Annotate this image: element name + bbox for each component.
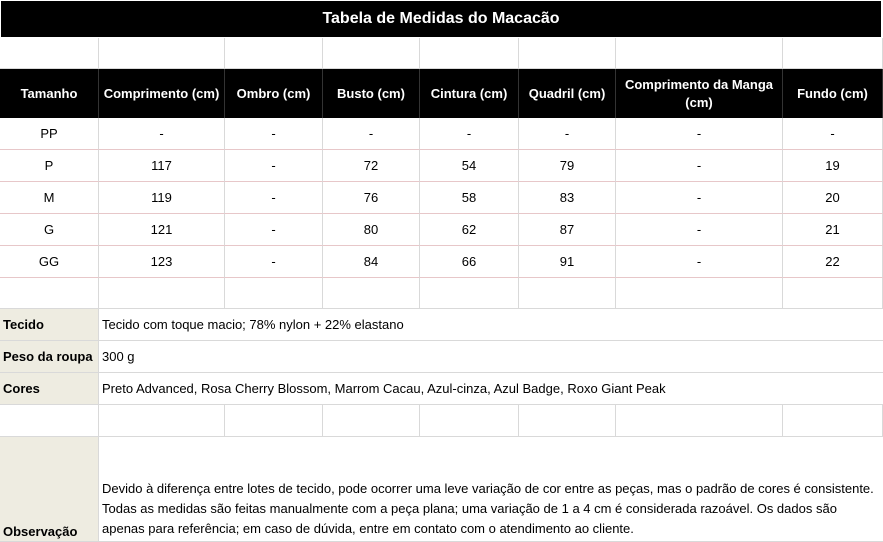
header-fundo: Fundo (cm) <box>783 69 883 118</box>
cell-value: - <box>99 118 225 150</box>
info-row-cores <box>0 373 883 405</box>
peso-label: Peso da roupa <box>0 341 99 373</box>
cell-value: - <box>519 118 616 150</box>
cell-value: 121 <box>99 214 225 246</box>
cell-value: 117 <box>99 150 225 182</box>
cell-value: 54 <box>420 150 519 182</box>
cell-value: - <box>616 182 783 214</box>
cell-value: - <box>225 182 323 214</box>
cell-value: 66 <box>420 246 519 278</box>
cores-value: Preto Advanced, Rosa Cherry Blossom, Marrom Cacau, Azul-cinza, Azul Badge, Roxo Giant Peak <box>99 373 883 405</box>
table-row <box>0 150 883 182</box>
blank-row <box>0 405 883 437</box>
cell-value: 80 <box>323 214 420 246</box>
cell-value: - <box>616 214 783 246</box>
info-row-peso <box>0 341 883 373</box>
table-title: Tabela de Medidas do Macacão <box>1 1 881 37</box>
cell-value: - <box>783 118 883 150</box>
cell-value: 83 <box>519 182 616 214</box>
cell-value: - <box>225 118 323 150</box>
cell-value: 19 <box>783 150 883 182</box>
header-cintura: Cintura (cm) <box>420 69 519 118</box>
cell-value: 62 <box>420 214 519 246</box>
cell-value: 91 <box>519 246 616 278</box>
table-row <box>0 246 883 278</box>
table-row <box>0 214 883 246</box>
peso-value: 300 g <box>99 341 883 373</box>
tecido-value: Tecido com toque macio; 78% nylon + 22% elastano <box>99 309 883 341</box>
info-row-observacao <box>0 437 883 542</box>
cell-value: 21 <box>783 214 883 246</box>
cell-value: - <box>616 246 783 278</box>
cell-value: 123 <box>99 246 225 278</box>
header-quadril: Quadril (cm) <box>519 69 616 118</box>
cell-value: 84 <box>323 246 420 278</box>
cell-size: GG <box>0 246 99 278</box>
cores-label: Cores <box>0 373 99 405</box>
cell-value: 58 <box>420 182 519 214</box>
header-comprimento: Comprimento (cm) <box>99 69 225 118</box>
cell-value: 87 <box>519 214 616 246</box>
cell-value: 20 <box>783 182 883 214</box>
blank-row <box>0 38 883 69</box>
header-busto: Busto (cm) <box>323 69 420 118</box>
cell-value: 119 <box>99 182 225 214</box>
cell-size: M <box>0 182 99 214</box>
observacao-label: Observação <box>0 437 99 542</box>
cell-value: 22 <box>783 246 883 278</box>
info-row-tecido <box>0 309 883 341</box>
table-row <box>0 182 883 214</box>
cell-value: - <box>616 150 783 182</box>
cell-value: - <box>420 118 519 150</box>
header-row <box>0 69 883 118</box>
tecido-label: Tecido <box>0 309 99 341</box>
cell-value: 72 <box>323 150 420 182</box>
observacao-value: Devido à diferença entre lotes de tecido, pode ocorrer uma leve variação de cor entre as peças, mas o padrão de cores é consistente. Todas as medidas são feitas manualmente com a peça plana; uma variação de 1 a 4 cm é considerada razoável. Os dados são apenas para referência; em caso de dúvida, entre em contato com o atendimento ao cliente. <box>99 437 883 542</box>
cell-value: - <box>225 246 323 278</box>
cell-value: 76 <box>323 182 420 214</box>
header-comprimento-manga: Comprimento da Manga (cm) <box>616 69 783 118</box>
cell-value: - <box>225 150 323 182</box>
table-row <box>0 118 883 150</box>
cell-size: P <box>0 150 99 182</box>
header-ombro: Ombro (cm) <box>225 69 323 118</box>
header-tamanho: Tamanho <box>0 69 99 118</box>
cell-size: PP <box>0 118 99 150</box>
blank-row <box>0 278 883 309</box>
cell-value: 79 <box>519 150 616 182</box>
cell-value: - <box>616 118 783 150</box>
cell-size: G <box>0 214 99 246</box>
cell-value: - <box>323 118 420 150</box>
cell-value: - <box>225 214 323 246</box>
